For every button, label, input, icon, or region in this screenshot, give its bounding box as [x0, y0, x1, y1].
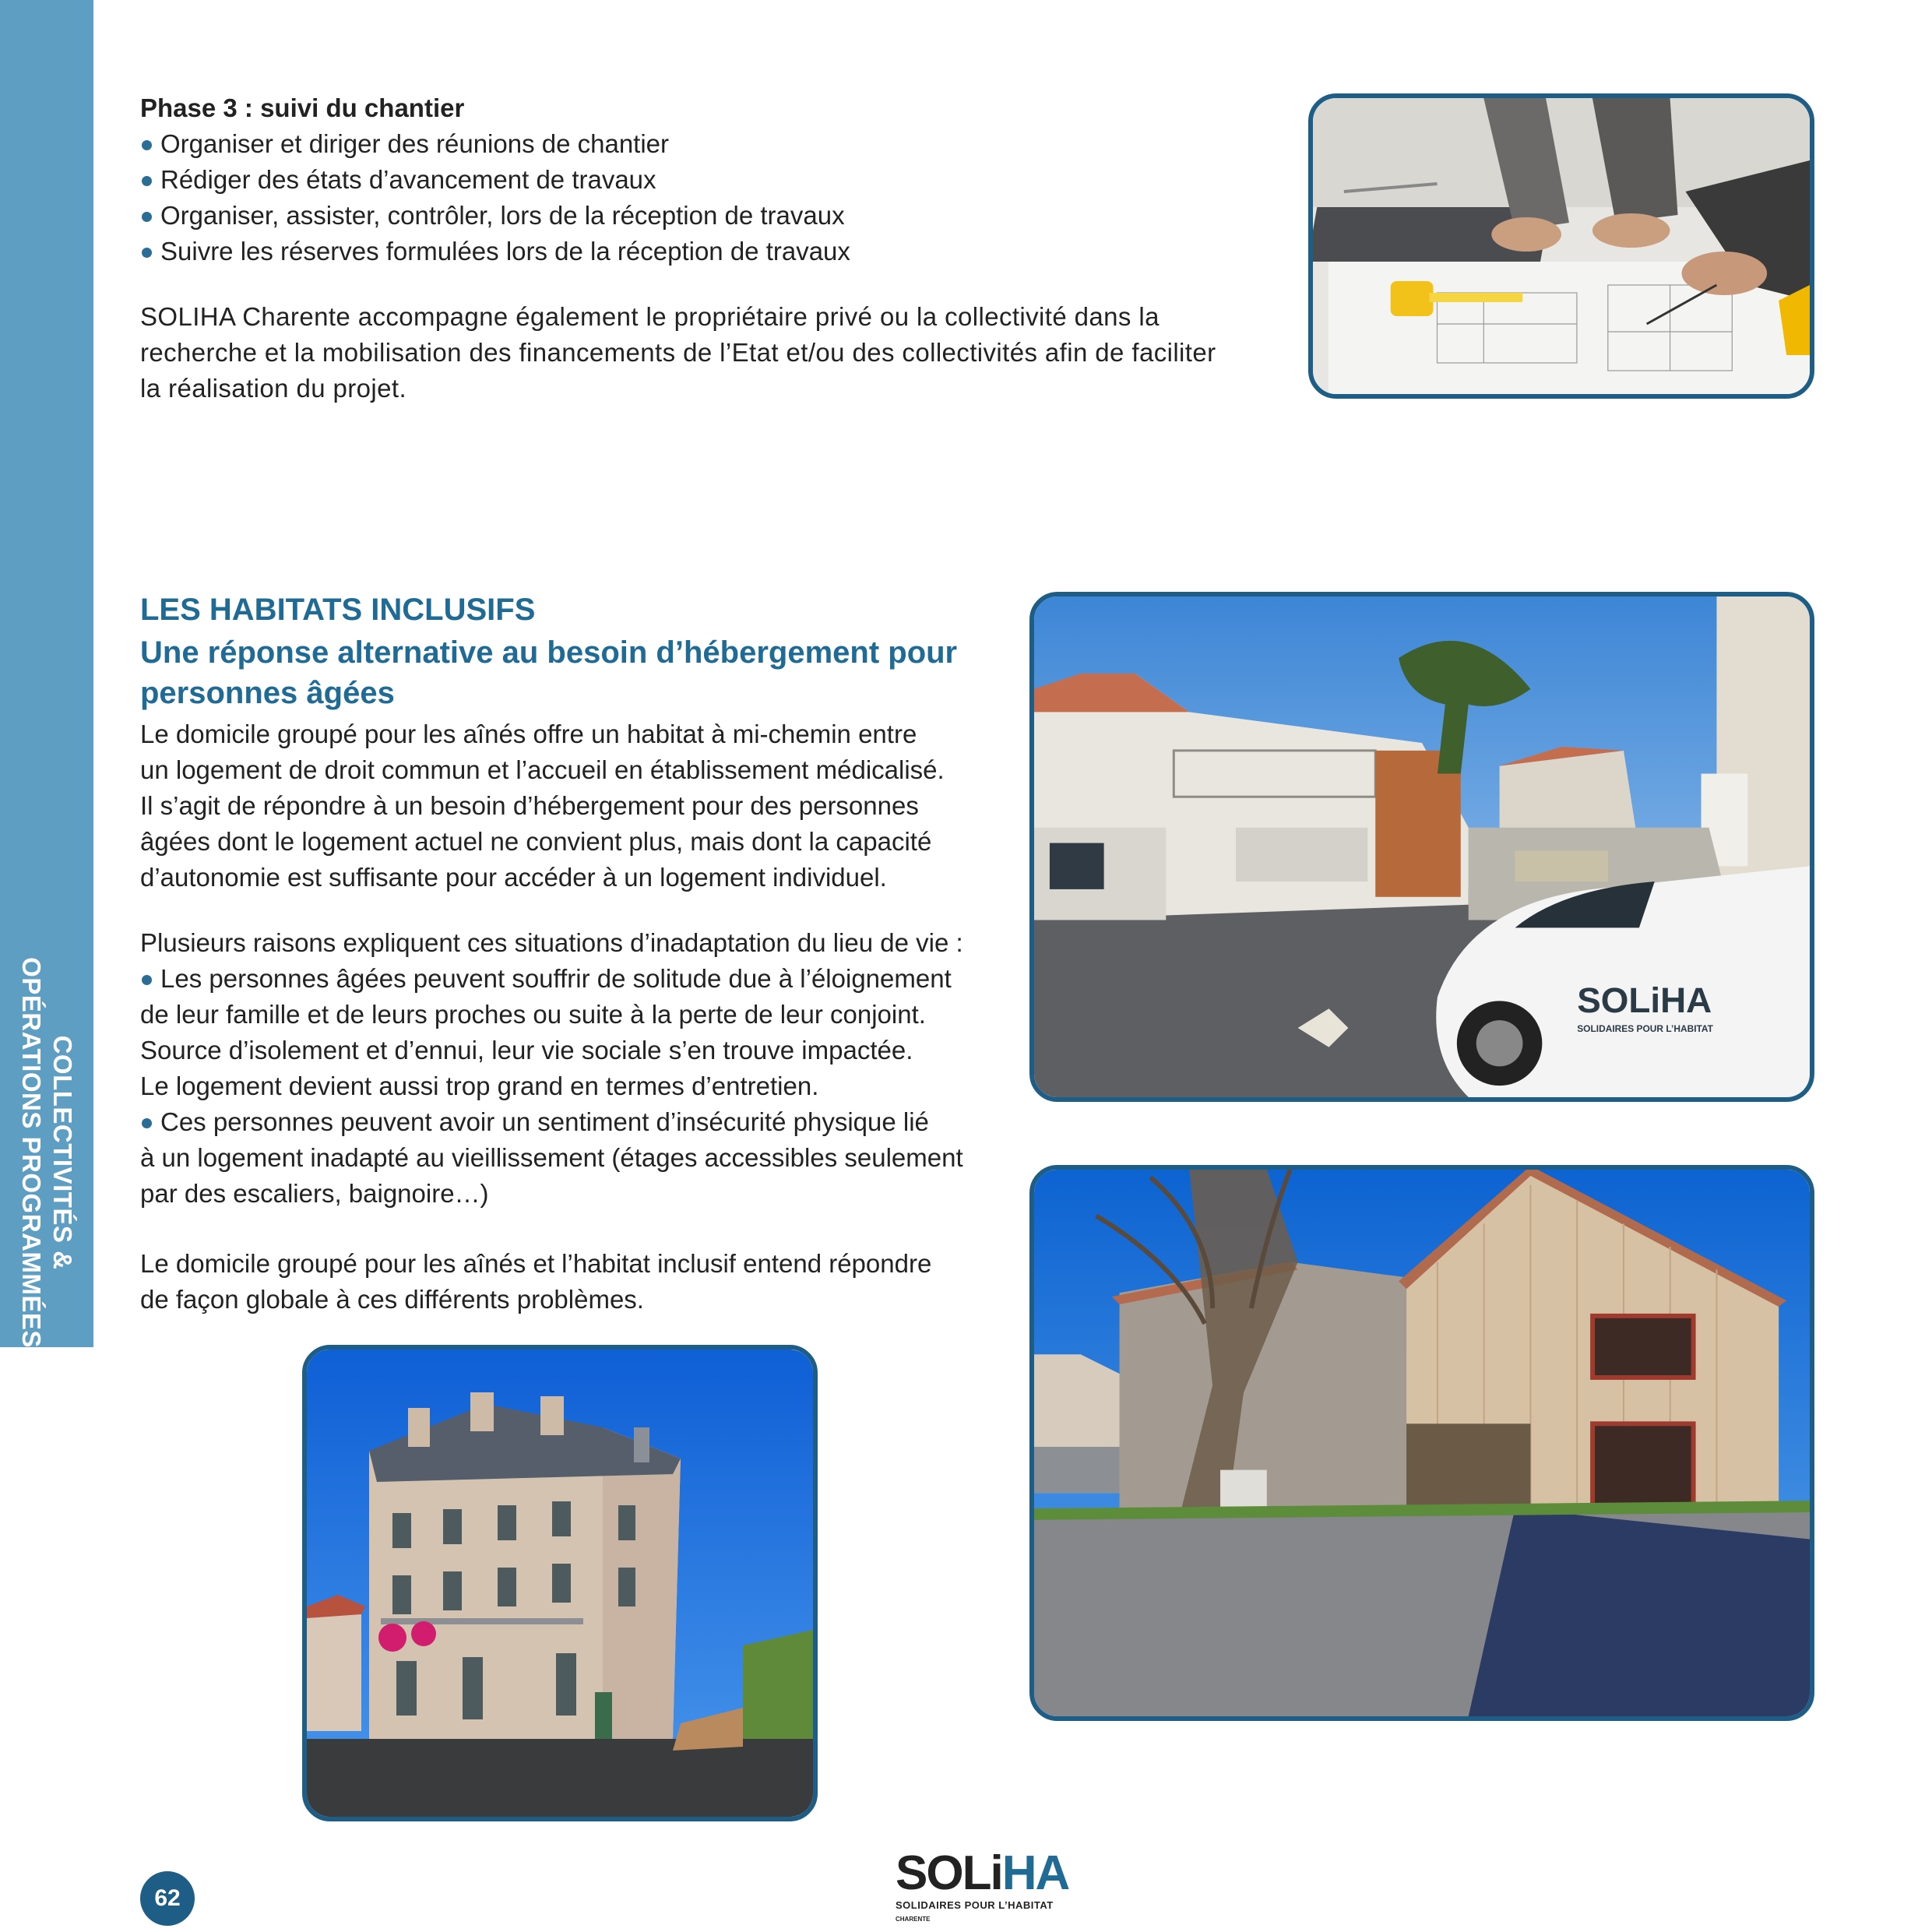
reasons-bullet-list-2: [140, 1104, 981, 1140]
historic-building-image: [307, 1350, 813, 1817]
bullet-line: Les personnes âgées peuvent souffrir de solitude due à l’éloignement: [160, 964, 952, 993]
photo-historic-building: [302, 1345, 818, 1821]
phase3-title: Phase 3 : suivi du chantier: [140, 93, 465, 122]
paragraph-line: un logement de droit commun et l’accueil en établissement médicalisé.: [140, 755, 945, 784]
logo-wordmark: [896, 1846, 1069, 1900]
paragraph-intro: Plusieurs raisons expliquent ces situations d’inadaptation du lieu de vie :: [140, 928, 963, 957]
paragraph-line: âgées dont le logement actuel ne convient plus, mais dont la capacité: [140, 827, 932, 856]
photo-office-plans: [1308, 93, 1814, 399]
soliha-logo: [896, 1846, 1069, 1927]
paragraph-line: SOLIHA Charente accompagne également le propriétaire privé ou la collectivité dans la: [140, 302, 1160, 331]
list-item: Organiser et diriger des réunions de chantier: [140, 126, 1269, 162]
logo-prefix: SOLi: [896, 1846, 1002, 1900]
bullet-line: Le logement devient aussi trop grand en termes d’entretien.: [140, 1072, 819, 1100]
section-subtitle: Une réponse alternative au besoin d’hébergement pour personnes âgées: [140, 635, 958, 710]
office-plans-image: [1313, 98, 1810, 394]
wooden-building-image: [1034, 1170, 1810, 1716]
section-paragraph-3: [140, 1246, 981, 1318]
logo-region: CHARENTE: [896, 1916, 931, 1923]
list-item: [140, 961, 981, 997]
logo-tagline: SOLIDAIRES POUR L’HABITAT: [896, 1899, 1054, 1911]
list-item: Organiser, assister, contrôler, lors de la réception de travaux: [140, 198, 1269, 234]
list-item: Suivre les réserves formulées lors de la réception de travaux: [140, 234, 1269, 269]
phase3-bullet-list: [140, 126, 1269, 269]
list-item: Rédiger des états d’avancement de travaux: [140, 162, 1269, 198]
paragraph-line: Il s’agit de répondre à un besoin d’hébergement pour des personnes: [140, 791, 919, 820]
bullet-line: par des escaliers, baignoire…): [140, 1179, 489, 1208]
sidebar-label-line2: OPÉRATIONS PROGRAMMÉES: [17, 957, 46, 1348]
sidebar-section-label: [16, 957, 78, 1348]
logo-suffix: HA: [1001, 1846, 1069, 1900]
paragraph-line: d’autonomie est suffisante pour accéder à un logement individuel.: [140, 863, 887, 892]
phase3-paragraph: [140, 299, 1262, 406]
car-logo-tagline: SOLIDAIRES POUR L’HABITAT: [1577, 1022, 1713, 1034]
paragraph-line: recherche et la mobilisation des financements de l’Etat et/ou des collectivités afin de faciliter: [140, 338, 1216, 367]
courtyard-car-image: [1034, 596, 1810, 1097]
paragraph-line: Le domicile groupé pour les aînés offre un habitat à mi-chemin entre: [140, 720, 917, 748]
bullet-line: de leur famille et de leurs proches ou suite à la perte de leur conjoint.: [140, 1000, 926, 1029]
bullet-line: Source d’isolement et d’ennui, leur vie sociale s’en trouve impactée.: [140, 1036, 913, 1065]
bullet-line: à un logement inadapté au vieillissement (étages accessibles seulement: [140, 1143, 963, 1172]
bullet-line: Ces personnes peuvent avoir un sentiment d’insécurité physique lié: [160, 1107, 929, 1136]
section-paragraph-1: [140, 716, 981, 896]
paragraph-line: de façon globale à ces différents problèmes.: [140, 1285, 644, 1314]
page-number: 62: [140, 1871, 195, 1926]
sidebar-label-line1: COLLECTIVITÉS &: [48, 1035, 77, 1270]
paragraph-line: la réalisation du projet.: [140, 374, 407, 403]
paragraph-line: Le domicile groupé pour les aînés et l’habitat inclusif entend répondre: [140, 1249, 932, 1278]
photo-wooden-building: [1029, 1165, 1814, 1721]
section-paragraph-2: [140, 925, 981, 1212]
section-title: LES HABITATS INCLUSIFS: [140, 593, 536, 627]
phase3-block: [140, 90, 1269, 269]
photo-courtyard-car: [1029, 592, 1814, 1102]
list-item: [140, 1104, 981, 1140]
car-logo-text: SOLiHA: [1577, 980, 1712, 1021]
reasons-bullet-list: [140, 961, 981, 997]
